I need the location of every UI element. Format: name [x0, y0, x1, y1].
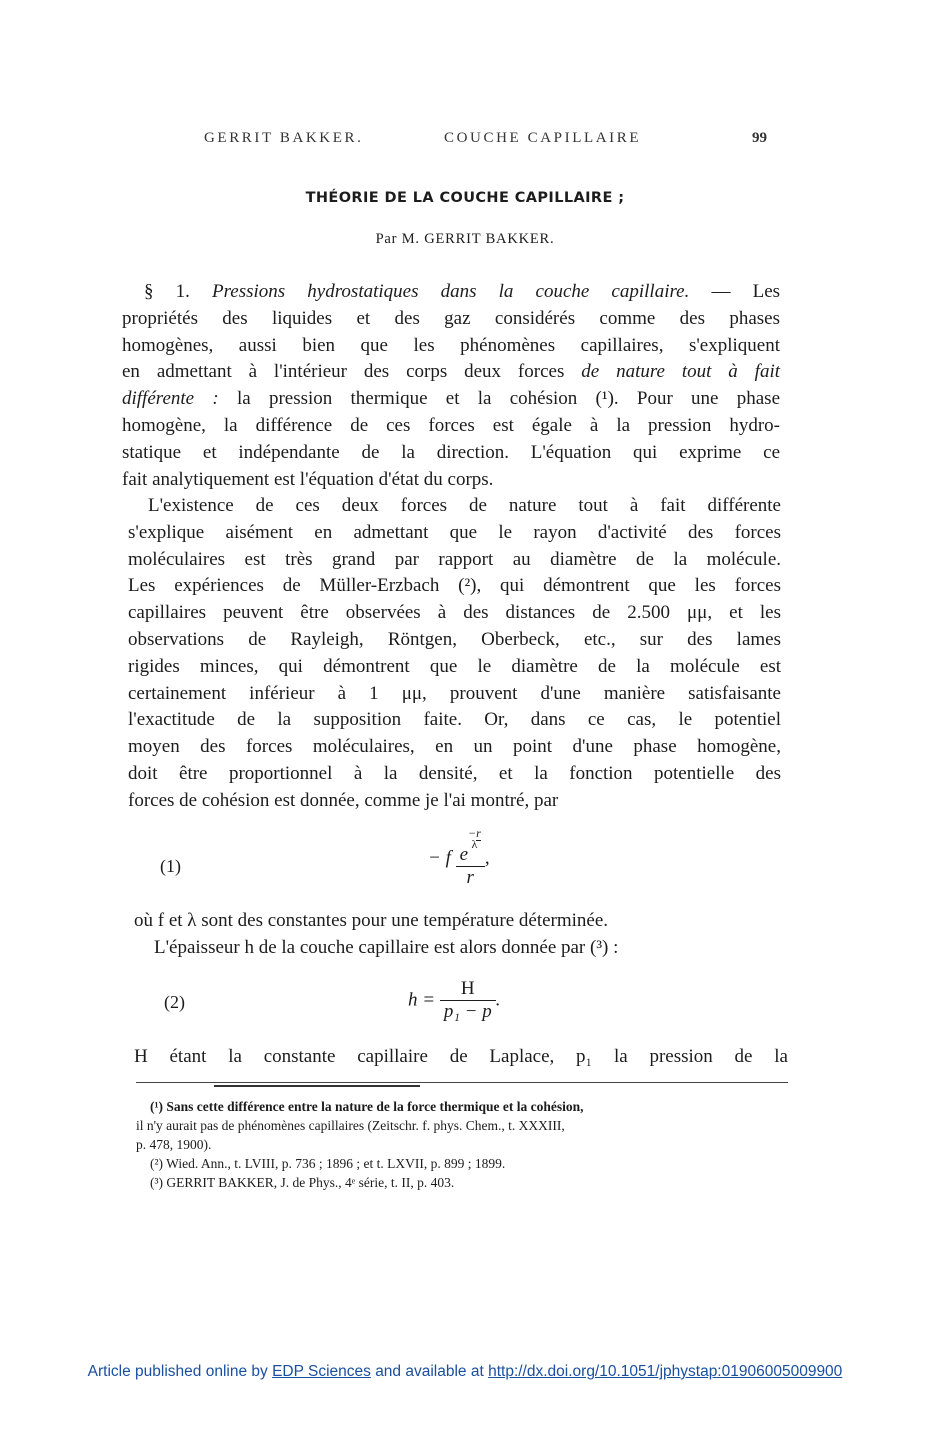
footnote-divider-short [214, 1085, 420, 1087]
equation-2-numerator: H [440, 978, 496, 1001]
equation-1-fraction [456, 828, 485, 889]
paragraph-3 [134, 908, 754, 962]
paragraph-2-line-5: capillaires peuvent être observées à des distances de 2.500 μμ, et les [128, 602, 781, 624]
footnote-1-line-1: (¹) Sans cette différence entre la nature de la force thermique et la cohésion, [150, 1099, 584, 1114]
paragraph-2 [128, 493, 781, 815]
paragraph-2-line-6: observations de Rayleigh, Röntgen, Oberbeck, etc., sur des lames [128, 628, 781, 650]
running-head [0, 130, 930, 152]
paragraph-2-line-12: forces de cohésion est donnée, comme je l'ai montré, par [128, 789, 559, 811]
paragraph-2-line-2: s'explique aisément en admettant que le rayon d'activité des forces [128, 521, 781, 543]
equation-1 [428, 828, 490, 889]
page-number: 99 [752, 130, 767, 146]
running-head-title: COUCHE CAPILLAIRE [444, 130, 642, 146]
running-head-author: GERRIT BAKKER. [204, 130, 364, 146]
footer-middle: and available at [375, 1363, 484, 1380]
section-1-line-5-text: la pression thermique et la cohésion (¹). Pour une phase [236, 388, 781, 410]
publisher-link[interactable]: EDP Sciences [272, 1363, 371, 1380]
paragraph-4-line-1: H étant la constante capillaire de Laplace, p₁ la pression de la [134, 1046, 788, 1067]
section-1-line-5-italic: différente : [122, 388, 219, 410]
paragraph-2-line-10: moyen des forces moléculaires, en un point d'une phase homogène, [128, 736, 781, 758]
article-byline: Par M. GERRIT BAKKER. [375, 231, 555, 247]
section-1-line-2: propriétés des liquides et des gaz considérés comme des phases [122, 307, 780, 329]
equation-1-denominator: r [466, 867, 474, 888]
paragraph-2-line-4: Les expériences de Müller-Erzbach (²), qui démontrent que les forces [128, 575, 781, 597]
footnote-divider [136, 1082, 788, 1083]
section-1-paragraph [122, 279, 780, 493]
paragraph-2-line-3: moléculaires est très grand par rapport au diamètre de la molécule. [128, 548, 781, 570]
footnotes [136, 1097, 792, 1192]
equation-2 [408, 978, 501, 1023]
equation-1-suffix: , [484, 847, 490, 869]
paragraph-2-line-7: rigides minces, qui démontrent que le diamètre de la molécule est [128, 655, 781, 677]
article-title: THÉORIE DE LA COUCHE CAPILLAIRE ; [305, 190, 625, 206]
paragraph-2-line-1: L'existence de ces deux forces de nature tout à fait différente [148, 495, 781, 516]
doi-link[interactable]: http://dx.doi.org/10.1051/jphystap:01906005009900 [488, 1363, 843, 1380]
section-1-line-7: statique et indépendante de la direction. L'équation qui exprime ce [122, 441, 780, 463]
footnote-1-line-3: p. 478, 1900). [136, 1137, 212, 1152]
section-1-line-1 [122, 279, 780, 306]
section-1-line-4-text: en admettant à l'intérieur des corps deux forces [122, 361, 565, 383]
paragraph-2-line-8: certainement inférieur à 1 μμ, prouvent d'une manière satisfaisante [128, 682, 781, 704]
section-heading: Pressions hydrostatiques dans la couche capillaire. [212, 281, 690, 302]
section-1-line-4 [122, 359, 780, 386]
paragraph-3-line-1: où f et λ sont des constantes pour une température déterminée. [134, 910, 609, 931]
equation-2-denominator: p₁ − p [443, 1001, 492, 1022]
section-1-line-3: homogènes, aussi bien que les phénomènes capillaires, s'expliquent [122, 334, 780, 356]
footnote-2: (²) Wied. Ann., t. LVIII, p. 736 ; 1896 ; et t. LXVII, p. 899 ; 1899. [150, 1156, 506, 1171]
equation-2-number: (2) [164, 992, 185, 1012]
equation-1-base: e [459, 844, 469, 865]
section-1-line-6: homogène, la différence de ces forces est égale à la pression hydro- [122, 414, 780, 436]
section-1-line-8: fait analytiquement est l'équation d'état du corps. [122, 468, 494, 490]
equation-1-exp-den: λ [471, 837, 478, 851]
equation-2-lhs: h = [408, 989, 436, 1011]
publication-footer [0, 1363, 930, 1381]
paragraph-2-line-9: l'exactitude de la supposition faite. Or, dans ce cas, le potentiel [128, 709, 781, 731]
section-1-line-1-rest: — Les [711, 281, 781, 302]
equation-1-numerator: e $^{-r \lambda}$ [456, 828, 485, 867]
footnote-3: (³) GERRIT BAKKER, J. de Phys., 4ᵉ série, t. II, p. 403. [150, 1175, 455, 1190]
section-1-line-5 [122, 386, 780, 413]
equation-2-suffix: . [495, 989, 501, 1011]
equation-1-prefix: − f [428, 847, 451, 869]
paragraph-2-line-11: doit être proportionnel à la densité, et la fonction potentielle des [128, 762, 781, 784]
paragraph-4 [134, 1044, 788, 1071]
footnote-1-line-2: il n'y aurait pas de phénomènes capillaires (Zeitschr. f. phys. Chem., t. XXXIII, [136, 1118, 565, 1133]
equation-2-fraction [440, 978, 496, 1023]
equation-1-exp-num: r [476, 826, 481, 840]
paragraph-3-line-2: L'épaisseur h de la couche capillaire est alors donnée par (³) : [154, 936, 619, 958]
section-number: § 1. [144, 281, 190, 302]
section-1-line-4-italic: de nature tout à fait [581, 361, 781, 383]
equation-1-number: (1) [160, 856, 181, 876]
footer-prefix: Article published online by [87, 1363, 268, 1380]
